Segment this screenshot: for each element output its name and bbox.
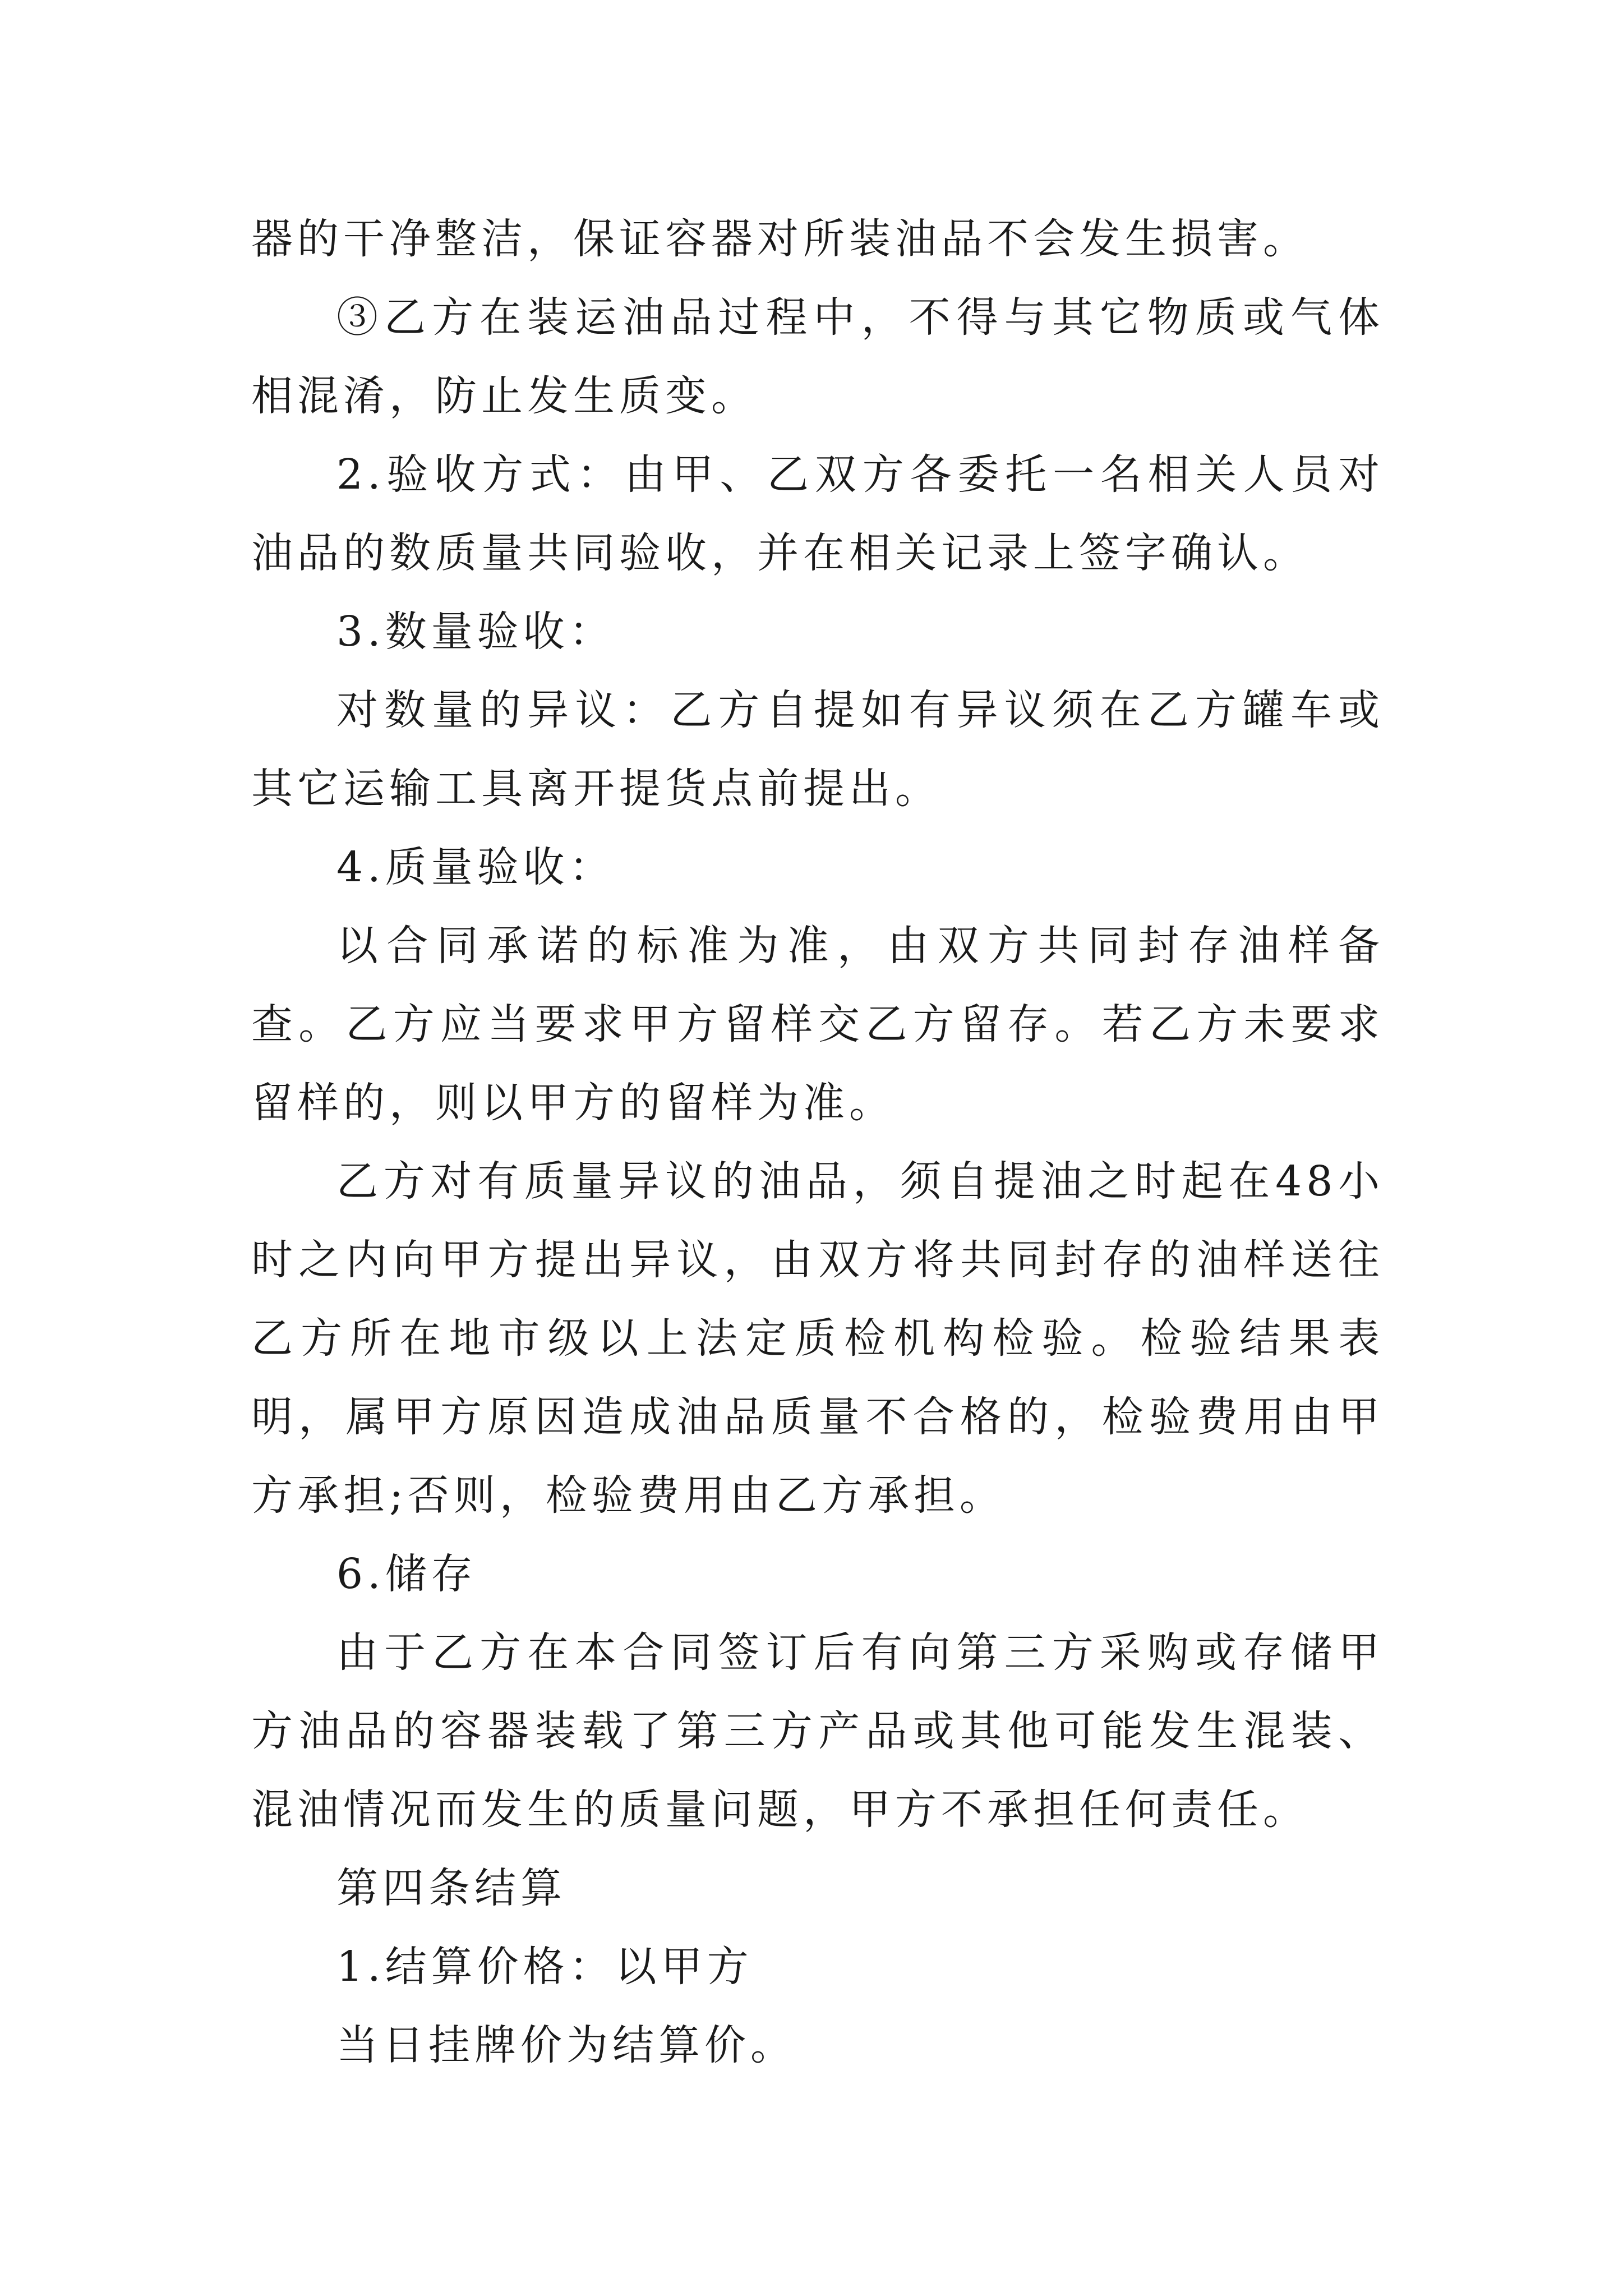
- paragraph-quality-standard: 以合同承诺的标准为准，由双方共同封存油样备查。乙方应当要求甲方留样交乙方留存。若乙方未要求留样的，则以甲方的留样为准。: [251, 922, 1384, 1127]
- document-body: [251, 200, 1384, 2085]
- paragraph-quantity-objection: 对数量的异议：乙方自提如有异议须在乙方罐车或其它运输工具离开提货点前提出。: [251, 686, 1384, 813]
- heading-quality-acceptance: 4.质量验收：: [336, 843, 615, 891]
- paragraph-clause-3: ③乙方在装运油品过程中，不得与其它物质或气体相混淆，防止发生质变。: [251, 293, 1384, 420]
- heading-storage: 6.储存: [336, 1550, 477, 1598]
- heading-quantity-acceptance: 3.数量验收：: [336, 608, 615, 656]
- paragraph-acceptance-method: 2.验收方式：由甲、乙双方各委托一名相关人员对油品的数质量共同验收，并在相关记录上签字确认。: [251, 450, 1384, 577]
- paragraph-settlement-price: 1.结算价格：以甲方: [336, 1943, 753, 1991]
- paragraph-quality-objection: 乙方对有质量异议的油品，须自提油之时起在48小时之内向甲方提出异议，由双方将共同封存的油样送往乙方所在地市级以上法定质检机构检验。检验结果表明，属甲方原因造成油品质量不合格的，检验费用由甲方承担;否则，检验费用由乙方承担。: [251, 1157, 1384, 1520]
- heading-article-4-settlement: 第四条结算: [336, 1864, 566, 1912]
- paragraph-listed-price: 当日挂牌价为结算价。: [336, 2021, 796, 2069]
- paragraph-continuation: 器的干净整洁，保证容器对所装油品不会发生损害。: [251, 215, 1309, 263]
- paragraph-storage: 由于乙方在本合同签订后有向第三方采购或存储甲方油品的容器装载了第三方产品或其他可能发生混装、混油情况而发生的质量问题，甲方不承担任何责任。: [251, 1628, 1384, 1834]
